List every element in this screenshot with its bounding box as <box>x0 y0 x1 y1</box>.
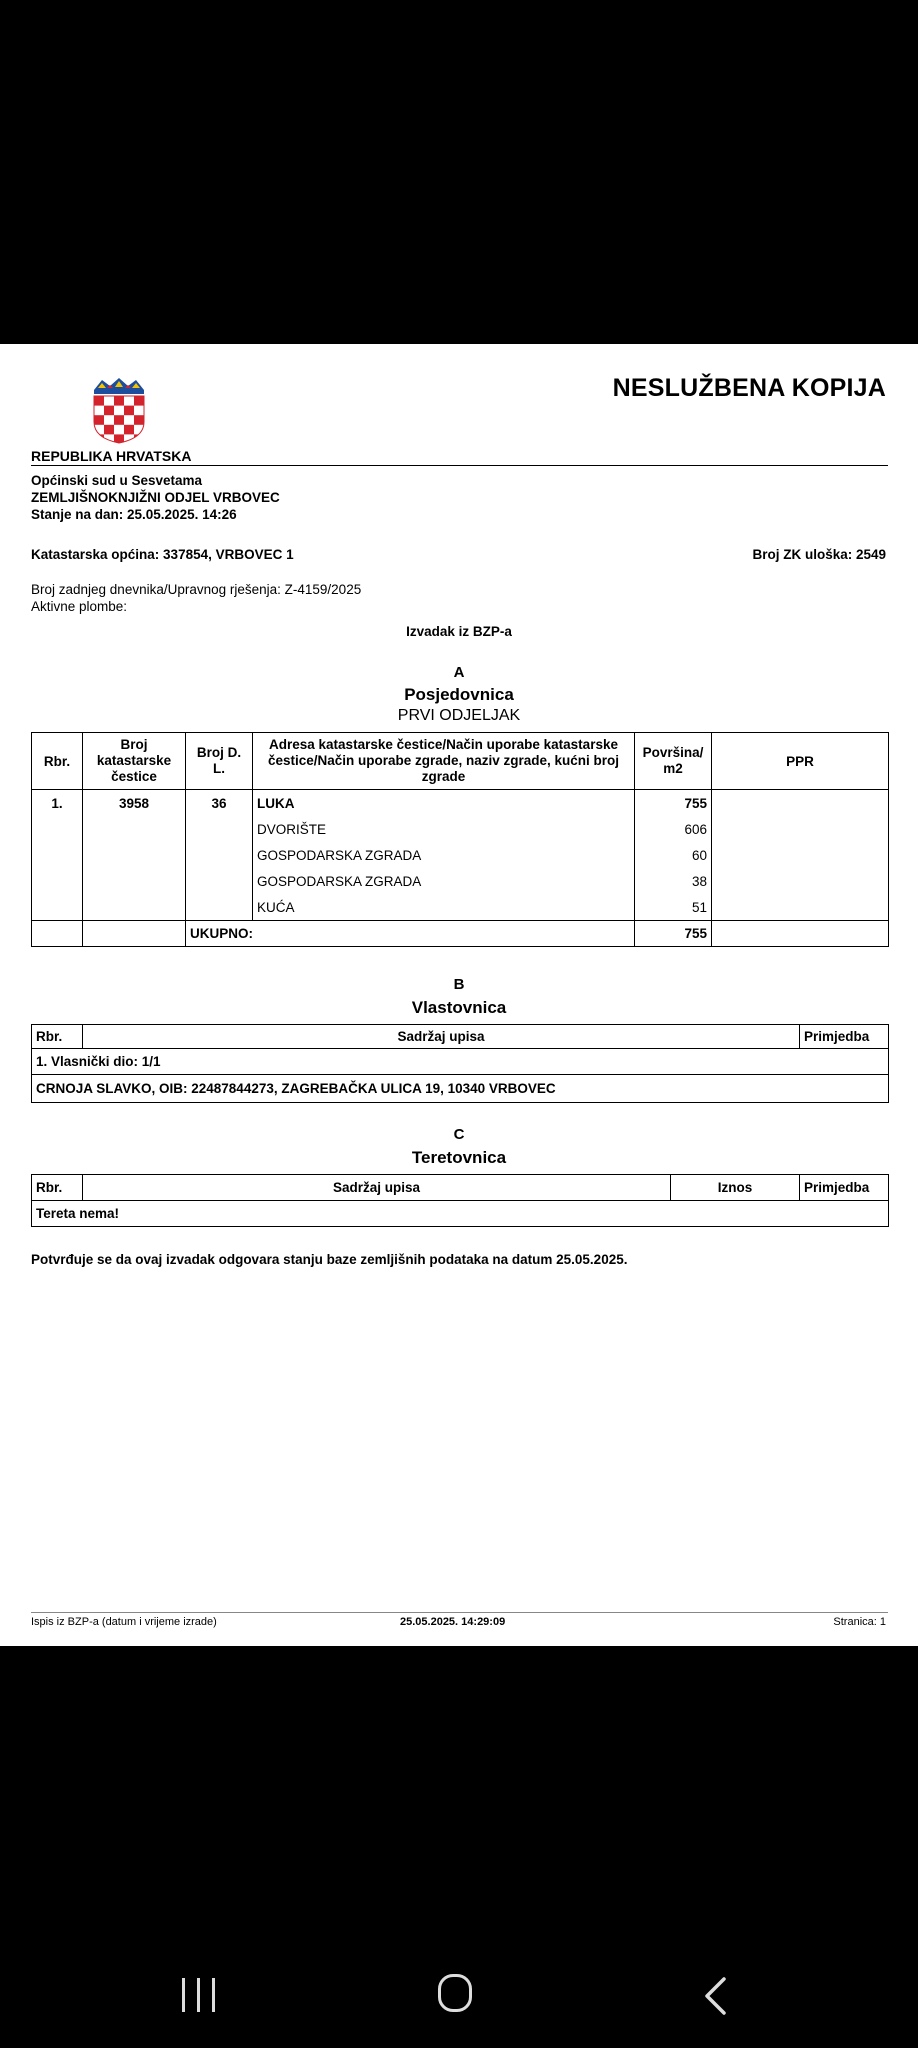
item-name: LUKA <box>253 790 635 817</box>
back-button[interactable] <box>702 1976 728 2016</box>
table-header-row <box>32 1175 889 1201</box>
table-header-row <box>32 733 889 790</box>
col-rbr: Rbr. <box>32 1025 83 1049</box>
col-rbr: Rbr. <box>32 1175 83 1201</box>
item-name: DVORIŠTE <box>253 816 635 842</box>
section-b-letter: B <box>453 976 465 993</box>
item-ppr <box>712 790 889 817</box>
item-area: 38 <box>635 868 712 894</box>
table-header-row <box>32 1025 889 1049</box>
footer-divider <box>31 1612 888 1613</box>
back-icon <box>707 1979 724 2013</box>
recent-apps-icon <box>182 1978 185 2012</box>
section-a-letter: A <box>453 664 465 681</box>
active-seals: Aktivne plombe: <box>31 599 128 614</box>
table-row <box>32 1049 889 1075</box>
row-parcel: 3958 <box>83 790 186 817</box>
state-date: Stanje na dan: 25.05.2025. 14:26 <box>31 507 237 522</box>
total-row <box>32 921 889 947</box>
item-name: GOSPODARSKA ZGRADA <box>253 868 635 894</box>
col-area: Površina/ m2 <box>635 733 712 790</box>
home-button[interactable] <box>438 1974 472 2012</box>
row-rbr: 1. <box>32 790 83 817</box>
col-remark: Primjedba <box>800 1175 889 1201</box>
item-name: GOSPODARSKA ZGRADA <box>253 842 635 868</box>
item-area: 51 <box>635 894 712 921</box>
cadastral-municipality: Katastarska općina: 337854, VRBOVEC 1 <box>31 547 294 562</box>
item-area: 755 <box>635 790 712 817</box>
row-dl: 36 <box>186 790 253 817</box>
item-area: 60 <box>635 842 712 868</box>
court-name: Općinski sud u Sesvetama <box>31 473 203 488</box>
unofficial-copy-title: NESLUŽBENA KOPIJA <box>612 374 886 402</box>
table-row <box>32 1201 889 1227</box>
col-amount: Iznos <box>671 1175 800 1201</box>
section-a-subtitle: PRVI ODJELJAK <box>397 707 521 724</box>
department-name: ZEMLJIŠNOKNJIŽNI ODJEL VRBOVEC <box>31 490 280 505</box>
col-address: Adresa katastarske čestice/Način uporabe katastarske čestice/Način uporabe zgrade, naziv zgrade, kućni broj zgrade <box>253 733 635 790</box>
col-parcel: Broj katastarske čestice <box>83 733 186 790</box>
section-a-title: Posjedovnica <box>404 685 514 704</box>
croatian-coat-of-arms-icon <box>92 376 146 444</box>
ownership-table <box>31 1024 889 1103</box>
col-rbr: Rbr. <box>32 733 83 790</box>
extract-title: Izvadak iz BZP-a <box>406 624 512 639</box>
table-row <box>32 868 889 894</box>
item-name: KUĆA <box>253 894 635 921</box>
no-encumbrance: Tereta nema! <box>32 1201 889 1227</box>
zk-number: Broj ZK uloška: 2549 <box>752 547 886 562</box>
document-page <box>0 344 918 1646</box>
recent-apps-button[interactable] <box>180 1978 218 2012</box>
page-number: Stranica: 1 <box>833 1616 886 1628</box>
section-b-title: Vlastovnica <box>411 998 507 1017</box>
table-row <box>32 842 889 868</box>
section-c-letter: C <box>453 1126 465 1143</box>
col-content: Sadržaj upisa <box>83 1175 671 1201</box>
col-ppr: PPR <box>712 733 889 790</box>
section-c-title: Teretovnica <box>411 1148 507 1167</box>
ownership-share: 1. Vlasnički dio: 1/1 <box>32 1049 889 1075</box>
country-name: REPUBLIKA HRVATSKA <box>31 448 192 464</box>
encumbrance-table <box>31 1174 889 1227</box>
table-row <box>32 894 889 921</box>
journal-number: Broj zadnjeg dnevnika/Upravnog rješenja: Z-4159/2025 <box>31 582 362 597</box>
confirmation-text: Potvrđuje se da ovaj izvadak odgovara stanju baze zemljišnih podataka na datum 25.05.2025. <box>31 1252 628 1267</box>
table-row <box>32 1075 889 1103</box>
possession-table <box>31 732 889 947</box>
footer-timestamp: 25.05.2025. 14:29:09 <box>400 1616 506 1628</box>
total-value: 755 <box>635 921 712 947</box>
total-label: UKUPNO: <box>186 921 635 947</box>
owner-details: CRNOJA SLAVKO, OIB: 22487844273, ZAGREBAČKA ULICA 19, 10340 VRBOVEC <box>32 1075 889 1103</box>
table-row <box>32 816 889 842</box>
col-content: Sadržaj upisa <box>83 1025 800 1049</box>
col-remark: Primjedba <box>800 1025 889 1049</box>
table-row <box>32 790 889 817</box>
item-area: 606 <box>635 816 712 842</box>
col-dl: Broj D. L. <box>186 733 253 790</box>
navigation-bar <box>0 1940 918 2040</box>
header-divider <box>31 465 888 466</box>
footer-left: Ispis iz BZP-a (datum i vrijeme izrade) <box>31 1616 217 1628</box>
